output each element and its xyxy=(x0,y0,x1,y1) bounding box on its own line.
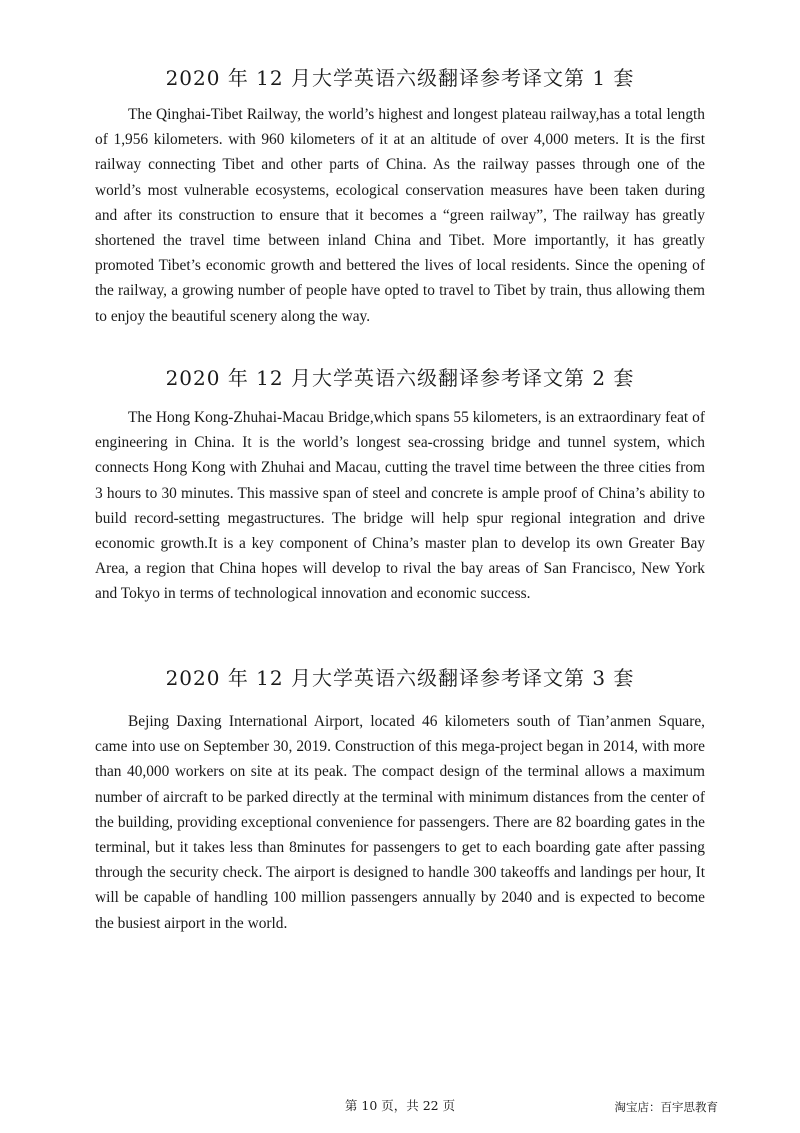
section-paragraph-1: The Qinghai-Tibet Railway, the world’s highest and longest plateau railway,has a total length of 1,956 kilometers. with 960 kilometers of it at an altitude of over 4,000 meters. It is the first railway connecting Tibet and other parts of China. As the railway passes through one of the world’s most vulnerable ecosystems, ecological conservation measures have been taken during and after its construction to ensure that it becomes a “green railway”, The railway has greatly shortened the travel time between inland China and Tibet. More importantly, it has greatly promoted Tibet’s economic growth and bettered the lives of local residents. Since the opening of the railway, a growing number of people have opted to travel to Tibet by train, thus allowing them to enjoy the beautiful scenery along the way. xyxy=(95,106,705,325)
section-paragraph-2: The Hong Kong-Zhuhai-Macau Bridge,which spans 55 kilometers, is an extraordinary feat of engineering in China. It is the world’s longest sea-crossing bridge and tunnel system, which connects Hong Kong with Zhuhai and Macau, cutting the travel time between the three cities from 3 hours to 30 minutes. This massive span of steel and concrete is ample proof of China’s ability to build record-setting megastructures. The bridge will help spur regional integration and drive economic growth.It is a key component of China’s master plan to develop its own Greater Bay Area, a region that China hopes will develop to rival the bay areas of San Francisco, New York and Tokyo in terms of technological innovation and economic success. xyxy=(95,409,705,603)
section-title-1: 2020 年 12 月大学英语六级翻译参考译文第 1 套 xyxy=(165,66,635,90)
section-title-3: 2020 年 12 月大学英语六级翻译参考译文第 3 套 xyxy=(165,666,635,690)
page-number: 第 10 页，共 22 页 xyxy=(344,1098,456,1113)
section-paragraph-3: Bejing Daxing International Airport, located 46 kilometers south of Tian’anmen Square, came into use on September 30, 2019. Construction of this mega-project began in 2014, with more than 40,000 workers on site at its peak. The compact design of the terminal allows a maximum number of aircraft to be parked directly at the terminal with minimum distances from the center of the building, providing exceptional convenience for passengers. There are 82 boarding gates in the terminal, but it takes less than 8minutes for passengers to get to each boarding gate after passing through the security check. The airport is designed to handle 300 takeoffs and landings per hour, It will be capable of handling 100 million passengers annually by 2040 and is expected to become the busiest airport in the world. xyxy=(95,713,705,932)
shop-label: 淘宝店：百宇思教育 xyxy=(614,1100,718,1114)
section-title-2: 2020 年 12 月大学英语六级翻译参考译文第 2 套 xyxy=(165,366,635,390)
